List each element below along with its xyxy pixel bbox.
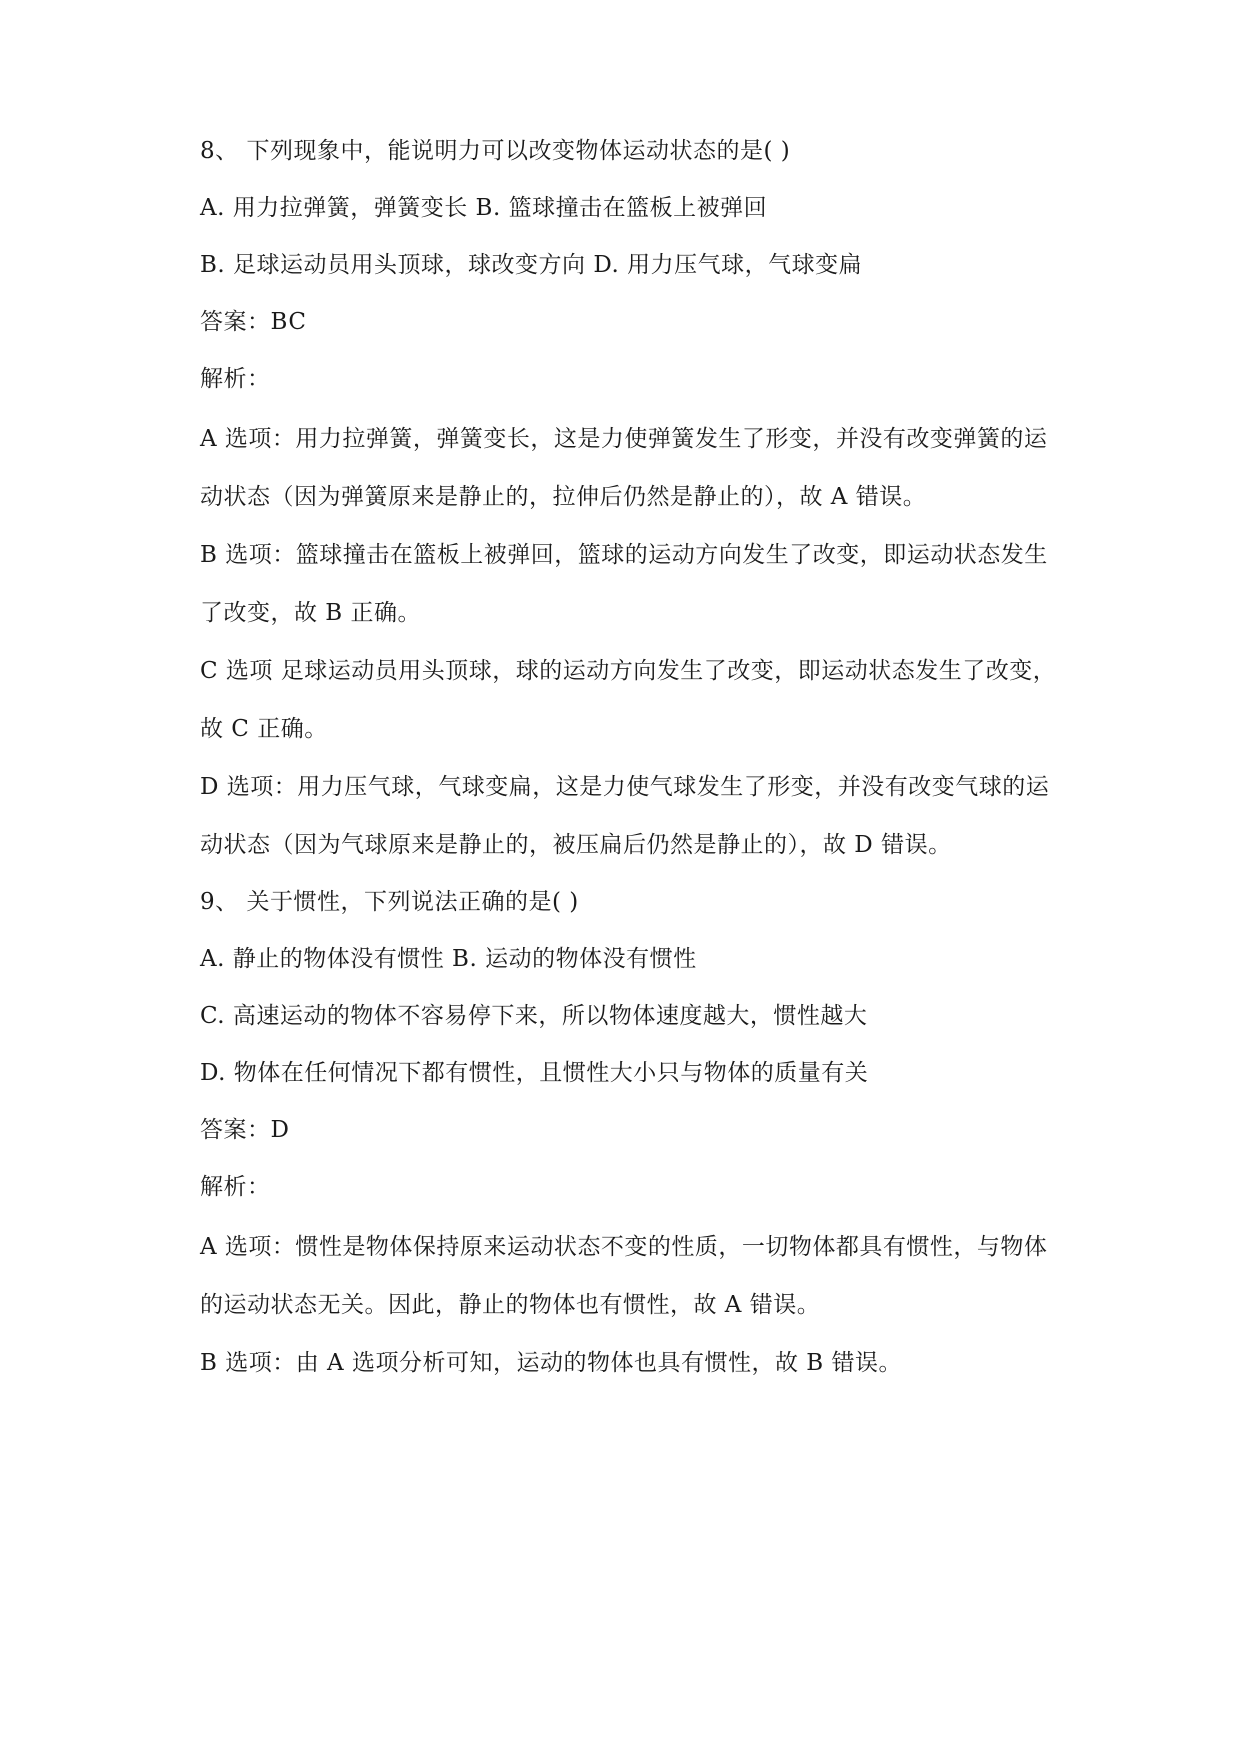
- question-8-analysis-label: 解析：: [200, 366, 271, 392]
- question-8-analysis-c-line-2: 故 C 正确。: [200, 716, 328, 742]
- question-9-analysis-label: 解析：: [200, 1174, 271, 1200]
- question-8-analysis-d-line-2: 动状态（因为气球原来是静止的，被压扁后仍然是静止的），故 D 错误。: [200, 832, 952, 858]
- question-8-analysis-b-line-1: B 选项：篮球撞击在篮板上被弹回，篮球的运动方向发生了改变，即运动状态发生: [200, 542, 1048, 568]
- question-8-analysis-b-line-2: 了改变，故 B 正确。: [200, 600, 422, 626]
- question-9-analysis-b-line-1: B 选项：由 A 选项分析可知，运动的物体也具有惯性，故 B 错误。: [200, 1350, 902, 1376]
- question-9-option-d: D. 物体在任何情况下都有惯性，且惯性大小只与物体的质量有关: [200, 1060, 869, 1086]
- question-8-stem: 8、 下列现象中，能说明力可以改变物体运动状态的是( ): [200, 138, 791, 164]
- question-9-stem: 9、 关于惯性，下列说法正确的是( ): [200, 889, 579, 915]
- question-9-option-c: C. 高速运动的物体不容易停下来，所以物体速度越大，惯性越大: [200, 1003, 868, 1029]
- question-8-analysis-d-line-1: D 选项：用力压气球，气球变扁，这是力使气球发生了形变，并没有改变气球的运: [200, 774, 1050, 800]
- question-8-options-line-2: B. 足球运动员用头顶球，球改变方向 D. 用力压气球，气球变扁: [200, 252, 863, 278]
- question-8-analysis-c-line-1: C 选项 足球运动员用头顶球，球的运动方向发生了改变，即运动状态发生了改变，: [200, 658, 1057, 684]
- question-8-options-line-1: A. 用力拉弹簧，弹簧变长 B. 篮球撞击在篮板上被弹回: [200, 195, 768, 221]
- question-8-analysis-a-line-1: A 选项：用力拉弹簧，弹簧变长，这是力使弹簧发生了形变，并没有改变弹簧的运: [200, 426, 1048, 452]
- question-8-answer: 答案：BC: [200, 309, 307, 335]
- question-9-options-a-b: A. 静止的物体没有惯性 B. 运动的物体没有惯性: [200, 946, 697, 972]
- question-8-analysis-a-line-2: 动状态（因为弹簧原来是静止的，拉伸后仍然是静止的），故 A 错误。: [200, 484, 927, 510]
- question-9-answer: 答案：D: [200, 1117, 290, 1143]
- question-9-analysis-a-line-1: A 选项：惯性是物体保持原来运动状态不变的性质，一切物体都具有惯性，与物体: [200, 1234, 1048, 1260]
- question-9-analysis-a-line-2: 的运动状态无关。因此，静止的物体也有惯性，故 A 错误。: [200, 1292, 821, 1318]
